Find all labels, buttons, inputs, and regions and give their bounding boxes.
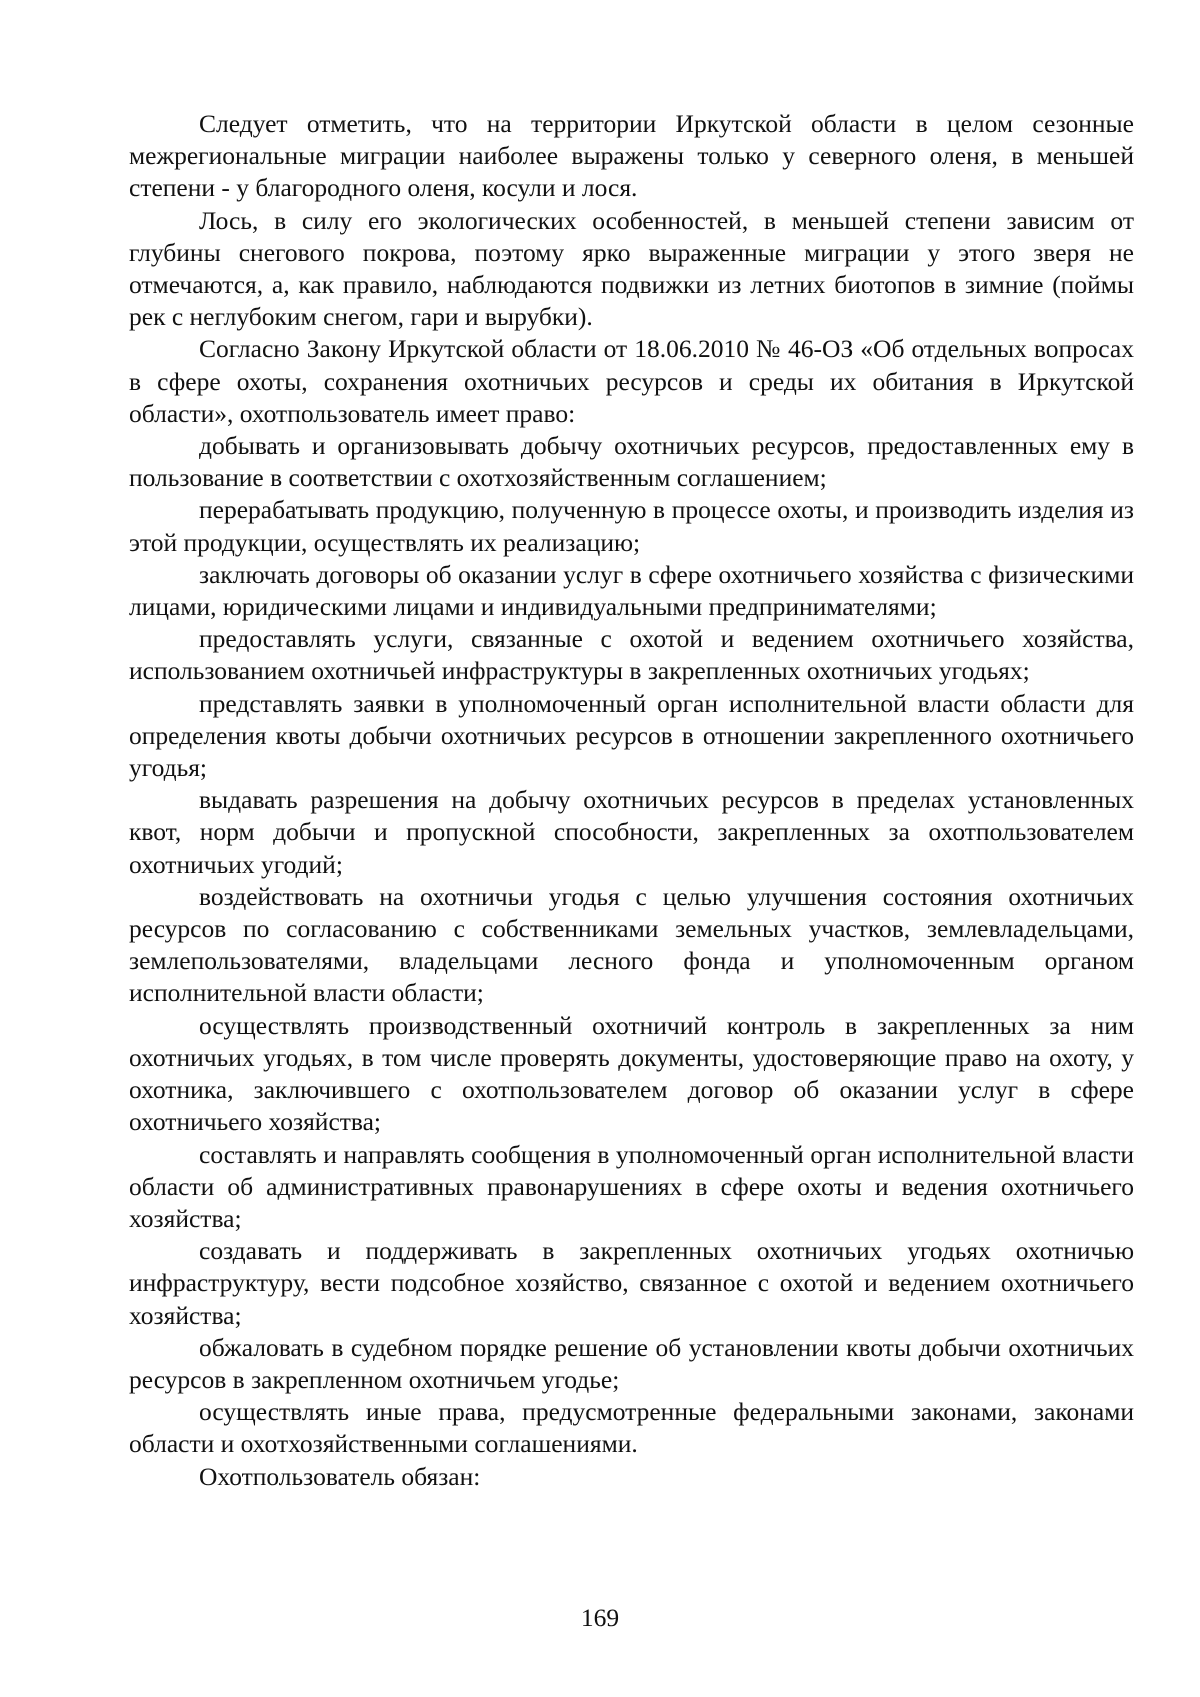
document-body (129, 108, 1134, 1493)
list-item-right: осуществлять производственный охотничий контроль в закрепленных за ним охотничьих угодьях, в том числе проверять документы, удостоверяющие право на охоту, у охотника, заключившего с охотпользователем договор об оказании услуг в сфере охотничьего хозяйства; (129, 1010, 1134, 1137)
list-item-right: представлять заявки в уполномоченный орган исполнительной власти области для определения квоты добычи охотничьих ресурсов в отношении закрепленного охотничьего угодья; (129, 688, 1134, 783)
list-item-right: осуществлять иные права, предусмотренные федеральными законами, законами области и охотхозяйственными соглашениями. (129, 1397, 1134, 1459)
paragraph: Следует отметить, что на территории Иркутской области в целом сезонные межрегиональные миграции наиболее выражены только у северного оленя, в меньшей степени - у благородного оленя, косули и лося. (129, 109, 1134, 203)
list-item-right: предоставлять услуги, связанные с охотой и ведением охотничьего хозяйства, использованием охотничьей инфраструктуры в закрепленных охотничьих угодьях; (129, 624, 1134, 686)
paragraph: Лось, в силу его экологических особенностей, в меньшей степени зависим от глубины снегового покрова, поэтому ярко выраженные миграции у этого зверя не отмечаются, а, как правило, наблюдаются подвижки из летних биотопов в зимние (поймы рек с неглубоким снегом, гари и вырубки). (129, 205, 1134, 332)
list-item-right: добывать и организовывать добычу охотничьих ресурсов, предоставленных ему в пользование в соответствии с охотхозяйственным соглашением; (129, 431, 1134, 493)
list-item-right: выдавать разрешения на добычу охотничьих ресурсов в пределах установленных квот, норм добычи и пропускной способности, закрепленных за охотпользователем охотничьих угодий; (129, 785, 1134, 879)
page-number: 169 (580, 1603, 620, 1632)
list-item-right: создавать и поддерживать в закрепленных охотничьих угодьях охотничью инфраструктуру, вести подсобное хозяйство, связанное с охотой и ведением охотничьего хозяйства; (129, 1236, 1134, 1330)
paragraph: Согласно Закону Иркутской области от 18.06.2010 № 46-ОЗ «Об отдельных вопросах в сфере охоты, сохранения охотничьих ресурсов и среды их обитания в Иркутской области», охотпользователь имеет право: (129, 334, 1134, 428)
list-item-right: воздействовать на охотничьи угодья с целью улучшения состояния охотничьих ресурсов по согласованию с собственниками земельных участков, землевладельцами, землепользователями, владельцами лесного фонда и уполномоченным органом исполнительной власти области; (129, 881, 1134, 1008)
obligations-heading: Охотпользователь обязан: (199, 1461, 481, 1491)
list-item-right: заключать договоры об оказании услуг в сфере охотничьего хозяйства с физическими лицами, юридическими лицами и индивидуальными предпринимателями; (129, 559, 1134, 622)
list-item-right: обжаловать в судебном порядке решение об установлении квоты добычи охотничьих ресурсов в закрепленном охотничьем угодье; (129, 1332, 1134, 1394)
list-item-right: перерабатывать продукцию, полученную в процессе охоты, и производить изделия из этой продукции, осуществлять их реализацию; (129, 495, 1134, 557)
list-item-right: составлять и направлять сообщения в уполномоченный орган исполнительной власти области об административных правонарушениях в сфере охоты и ведения охотничьего хозяйства; (129, 1139, 1134, 1233)
